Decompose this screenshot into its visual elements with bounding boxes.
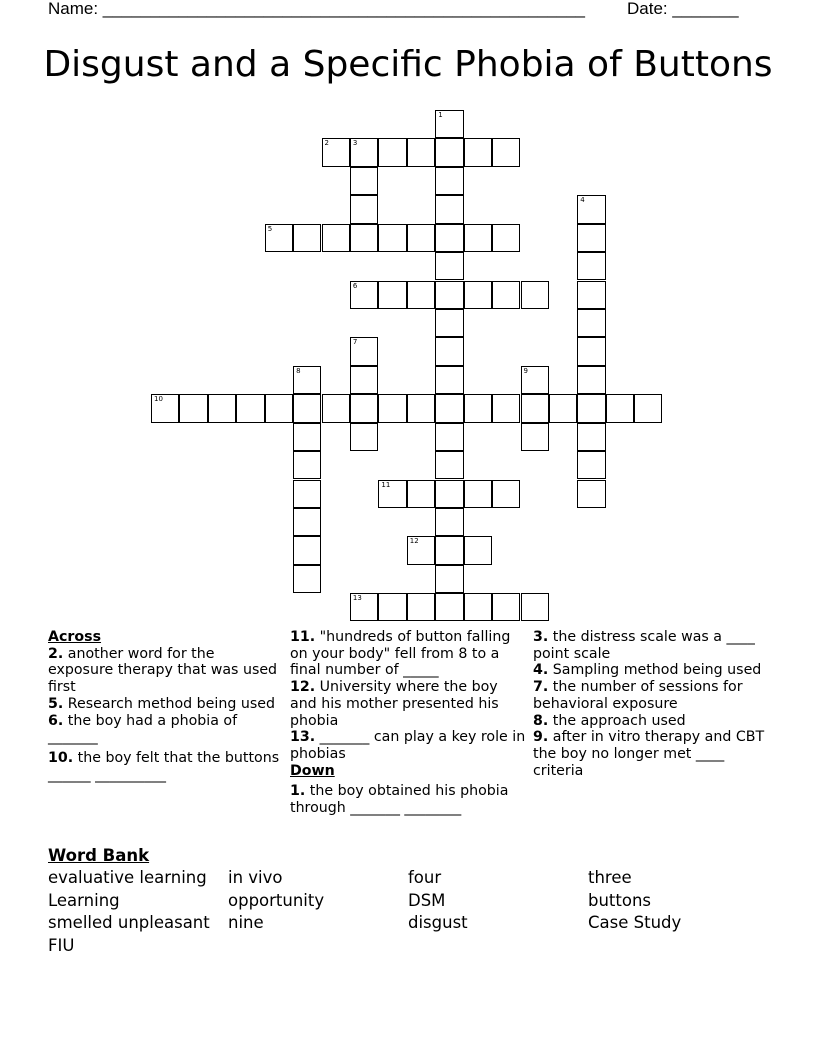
- grid-cell: [350, 337, 378, 365]
- grid-cell: [577, 394, 605, 422]
- grid-cell: [435, 451, 463, 479]
- clue-across-11: 11. "hundreds of button falling on your body" fell from 8 to a final number of _____: [290, 629, 511, 679]
- grid-cell: [350, 224, 378, 252]
- grid-cell: [378, 593, 406, 621]
- grid-cell: [407, 593, 435, 621]
- clue-number: 2: [324, 139, 329, 148]
- grid-cell: [577, 451, 605, 479]
- grid-cell: [322, 138, 350, 166]
- grid-cell: [179, 394, 207, 422]
- grid-cell: [378, 394, 406, 422]
- word-bank-item: buttons: [588, 891, 652, 910]
- grid-cell: [407, 224, 435, 252]
- grid-cell: [435, 423, 463, 451]
- clue-number: 13: [352, 594, 362, 603]
- clue-down-8: 8. the approach used: [533, 712, 686, 729]
- grid-cell: [577, 252, 605, 280]
- word-bank-item: FIU: [48, 936, 75, 955]
- clue-down-7: 7. the number of sessions for behavioral exposure: [533, 679, 743, 712]
- grid-cell: [236, 394, 264, 422]
- clue-across-6: 6. the boy had a phobia of _______: [48, 712, 238, 746]
- across-heading: Across: [48, 629, 102, 645]
- word-bank-item: four: [408, 868, 442, 887]
- grid-cell: [492, 593, 520, 621]
- grid-cell: [293, 508, 321, 536]
- grid-cell: [293, 565, 321, 593]
- grid-cell: [435, 281, 463, 309]
- grid-cell: [492, 394, 520, 422]
- grid-cell: [577, 281, 605, 309]
- clue-number: 1: [438, 111, 443, 119]
- grid-cell: [435, 480, 463, 508]
- clue-across-2: 2. another word for the exposure therapy that was used first: [48, 645, 278, 696]
- clue-across-13: 13. _______ can play a key role in phobias: [290, 729, 526, 762]
- grid-cell: [151, 394, 179, 422]
- grid-cell: [350, 138, 378, 166]
- grid-cell: [407, 281, 435, 309]
- grid-cell: [435, 110, 463, 138]
- grid-cell: [265, 394, 293, 422]
- grid-cell: [350, 281, 378, 309]
- grid-cell: [634, 394, 662, 422]
- grid-cell: [407, 536, 435, 564]
- clue-column-2: [290, 629, 526, 817]
- grid-cell: [407, 138, 435, 166]
- clue-number: 7: [352, 338, 358, 347]
- clue-number: 3: [352, 139, 358, 148]
- grid-cell: [293, 451, 321, 479]
- word-bank-item: nine: [228, 913, 264, 932]
- word-bank-item: evaluative learning: [48, 868, 207, 887]
- name-line: Name: ___________________________________________________: [48, 0, 585, 18]
- grid-cell: [464, 593, 492, 621]
- clue-number: 8: [296, 366, 301, 375]
- word-bank-title: Word Bank: [48, 846, 150, 865]
- word-bank-item: three: [588, 868, 632, 887]
- clue-across-5: 5. Research method being used: [48, 695, 275, 712]
- grid-cell: [577, 423, 605, 451]
- grid-cell: [464, 480, 492, 508]
- clue-number: 12: [409, 537, 419, 546]
- grid-cell: [435, 167, 463, 195]
- word-bank-item: Case Study: [588, 913, 682, 932]
- grid-cell: [350, 366, 378, 394]
- grid-cell: [435, 195, 463, 223]
- grid-cell: [521, 423, 549, 451]
- grid-cell: [435, 593, 463, 621]
- grid-cell: [435, 309, 463, 337]
- page-title: Disgust and a Specific Phobia of Buttons: [43, 44, 773, 85]
- grid-cell: [293, 224, 321, 252]
- clue-number: 10: [154, 395, 163, 404]
- grid-cell: [577, 337, 605, 365]
- grid-cell: [577, 480, 605, 508]
- grid-cell: [464, 224, 492, 252]
- grid-cell: [577, 366, 605, 394]
- grid-cell: [464, 281, 492, 309]
- grid-cell: [577, 224, 605, 252]
- grid-cell: [464, 394, 492, 422]
- grid-cell: [435, 138, 463, 166]
- grid-cell: [521, 394, 549, 422]
- grid-cell: [293, 366, 321, 394]
- grid-cell: [350, 423, 378, 451]
- clue-number: 5: [267, 224, 273, 233]
- grid-cell: [435, 508, 463, 536]
- grid-cell: [492, 138, 520, 166]
- grid-cell: [577, 195, 605, 223]
- grid-cell: [378, 138, 406, 166]
- grid-cell: [464, 138, 492, 166]
- date-line: Date: _______: [627, 0, 739, 18]
- clue-down-3: 3. the distress scale was a ____ point scale: [533, 629, 755, 662]
- clue-across-10: 10. the boy felt that the buttons ______ __________: [48, 749, 280, 783]
- grid-cell: [549, 394, 577, 422]
- clue-down-4: 4. Sampling method being used: [533, 662, 762, 679]
- grid-cell: [492, 224, 520, 252]
- grid-cell: [521, 593, 549, 621]
- grid-cell: [407, 480, 435, 508]
- grid-cell: [435, 224, 463, 252]
- clue-down-1: 1. the boy obtained his phobia through _______ ________: [290, 783, 509, 817]
- grid-cell: [435, 565, 463, 593]
- grid-cell: [208, 394, 236, 422]
- grid-cell: [492, 480, 520, 508]
- clue-column-1: [48, 629, 284, 783]
- word-bank-item: Learning: [48, 891, 120, 910]
- grid-cell: [435, 252, 463, 280]
- grid-cell: [293, 536, 321, 564]
- grid-cell: [293, 394, 321, 422]
- clue-number: 11: [381, 480, 391, 489]
- grid-cell: [265, 224, 293, 252]
- grid-cell: [521, 281, 549, 309]
- grid-cell: [435, 394, 463, 422]
- grid-cell: [350, 593, 378, 621]
- grid-cell: [435, 337, 463, 365]
- clue-across-12: 12. University where the boy and his mother presented his phobia: [290, 679, 499, 729]
- grid-cell: [407, 394, 435, 422]
- clue-down-9: 9. after in vitro therapy and CBT the boy no longer met ____ criteria: [533, 729, 765, 779]
- grid-cell: [293, 423, 321, 451]
- clue-column-3: [533, 629, 769, 779]
- grid-cell: [435, 366, 463, 394]
- grid-cell: [378, 281, 406, 309]
- clue-number: 6: [352, 281, 358, 290]
- grid-cell: [293, 480, 321, 508]
- word-bank-item: disgust: [408, 913, 468, 932]
- grid-cell: [322, 224, 350, 252]
- clue-number: 4: [580, 196, 585, 205]
- grid-cell: [350, 394, 378, 422]
- grid-cell: [435, 536, 463, 564]
- grid-cell: [378, 224, 406, 252]
- down-heading: Down: [290, 762, 335, 779]
- word-bank-item: opportunity: [228, 891, 325, 910]
- grid-cell: [350, 167, 378, 195]
- word-bank-item: DSM: [408, 891, 446, 910]
- grid-cell: [577, 309, 605, 337]
- grid-cell: [464, 536, 492, 564]
- word-bank-item: smelled unpleasant: [48, 913, 210, 932]
- grid-cell: [521, 366, 549, 394]
- grid-cell: [492, 281, 520, 309]
- grid-cell: [350, 195, 378, 223]
- grid-cell: [378, 480, 406, 508]
- word-bank-item: in vivo: [228, 868, 283, 887]
- clue-number: 9: [523, 366, 528, 375]
- grid-cell: [606, 394, 634, 422]
- grid-cell: [322, 394, 350, 422]
